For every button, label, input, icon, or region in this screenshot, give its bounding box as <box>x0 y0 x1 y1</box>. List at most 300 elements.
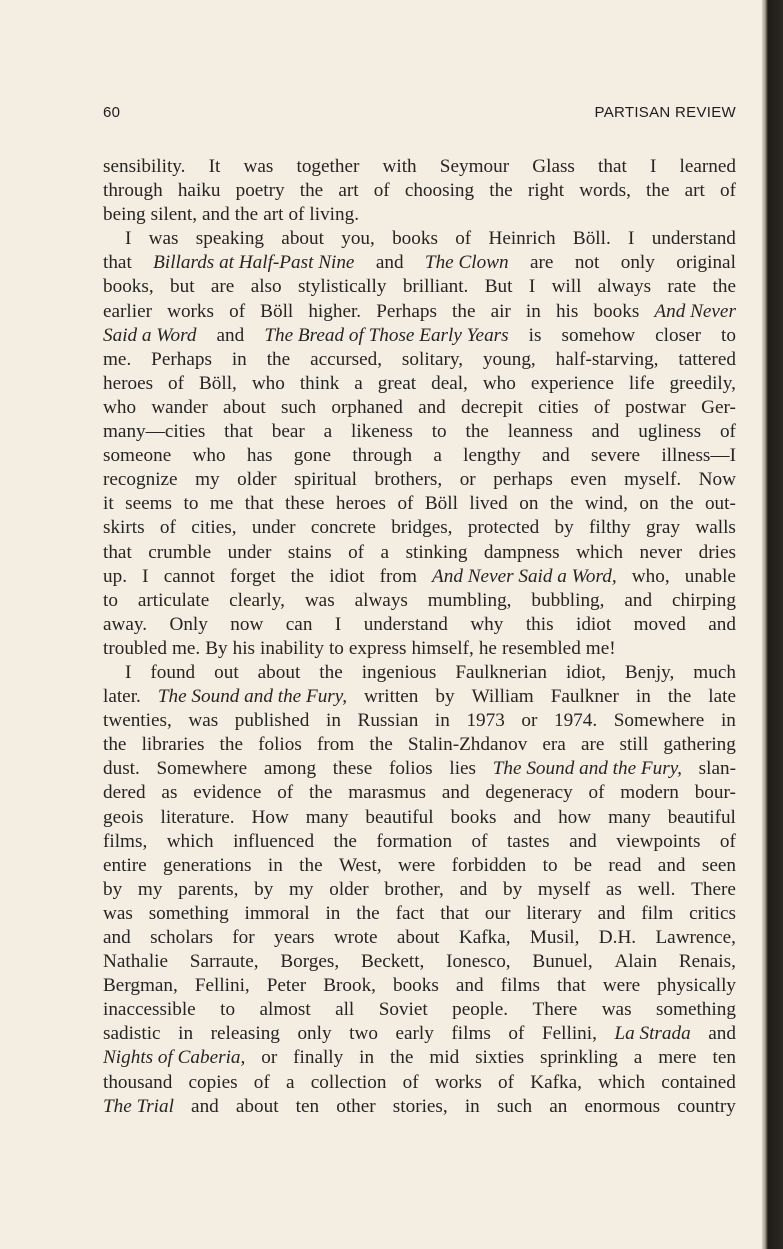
italic-title: And Never Said a Word, <box>432 565 617 587</box>
word: which <box>576 541 624 563</box>
word: and <box>597 902 626 924</box>
word: with <box>382 156 417 177</box>
word: never <box>639 541 683 563</box>
word: clearly, <box>229 589 285 611</box>
text-line <box>103 372 736 396</box>
word: and <box>624 589 653 611</box>
word: How <box>251 806 289 828</box>
word: leanness <box>507 421 573 443</box>
word: were <box>398 854 436 876</box>
word: by <box>435 686 455 708</box>
word: the <box>299 180 324 202</box>
word: Stalin-Zhdanov <box>407 734 528 756</box>
word: country <box>677 1095 736 1117</box>
word: who <box>251 372 285 394</box>
word: filthy <box>589 517 631 539</box>
word: to <box>220 999 236 1021</box>
word: There <box>532 999 578 1021</box>
word: the <box>452 300 476 322</box>
word: Böll. <box>572 228 611 250</box>
word: Alain <box>614 951 658 973</box>
word: formation <box>376 830 453 852</box>
word: someone <box>103 445 172 467</box>
word: unable <box>684 565 736 587</box>
word: a <box>354 372 363 394</box>
word: myself <box>537 878 591 900</box>
word: books <box>392 975 439 997</box>
word: can <box>285 613 313 635</box>
text-line <box>103 661 736 685</box>
word: illness—I <box>661 445 736 467</box>
word: Faulkner <box>550 686 619 708</box>
text-line <box>103 348 736 372</box>
word: such <box>280 396 317 418</box>
word: was <box>304 589 335 611</box>
word: 1974. <box>553 710 598 732</box>
text-line <box>103 275 736 299</box>
word: that <box>440 902 469 924</box>
word: gray <box>645 517 681 539</box>
word: the <box>670 493 694 515</box>
word: something <box>148 902 229 924</box>
word: such <box>496 1095 533 1117</box>
word: stinking <box>405 541 468 563</box>
word: chirping <box>672 589 736 611</box>
word: published <box>234 710 310 732</box>
word: Musil, <box>529 927 580 948</box>
word: as <box>605 878 622 900</box>
word: gathering <box>663 734 736 756</box>
word: years <box>274 927 315 948</box>
word: mumbling, <box>427 589 512 611</box>
word: to <box>103 589 118 611</box>
word: I <box>125 228 132 250</box>
word: of <box>229 300 246 322</box>
word: of <box>508 1023 525 1045</box>
word: the <box>103 734 127 756</box>
word: recognize <box>103 469 178 491</box>
word: stains <box>287 541 332 563</box>
word: lived <box>469 493 508 515</box>
text-line <box>103 1046 736 1070</box>
word: I <box>334 613 342 635</box>
word: somehow <box>561 324 636 346</box>
word: marasmus <box>348 782 427 804</box>
word: read <box>608 854 642 876</box>
word: and <box>191 1095 219 1117</box>
word: a <box>433 445 442 467</box>
word: that <box>224 421 253 443</box>
word: works <box>167 300 214 322</box>
word: or <box>521 710 538 732</box>
word: the <box>549 493 574 515</box>
word: express <box>348 637 407 659</box>
italic-title: The Sound and the Fury, <box>492 758 682 780</box>
word: is <box>528 324 542 346</box>
word: Borges, <box>280 951 340 973</box>
word: by <box>103 878 123 900</box>
text-line <box>103 637 736 661</box>
word: mid <box>429 1047 460 1069</box>
word: but <box>170 276 195 298</box>
word: physically <box>657 975 736 997</box>
word: to <box>542 854 558 876</box>
word: well. <box>637 878 676 900</box>
word: found <box>150 661 196 683</box>
word: Kafka, <box>530 1071 582 1093</box>
word: poetry <box>235 180 285 202</box>
word: dries <box>698 541 736 563</box>
word: that <box>103 252 132 274</box>
text-line <box>103 685 736 709</box>
word: of <box>402 1071 419 1093</box>
text-line <box>103 444 736 468</box>
word: the <box>389 1047 414 1069</box>
word: which <box>166 830 214 852</box>
word: in <box>326 710 341 732</box>
word: bubbling, <box>531 589 605 611</box>
word: in <box>525 300 541 322</box>
word: Peter <box>266 975 307 997</box>
word: about <box>257 661 301 683</box>
word: mere <box>658 1047 697 1069</box>
word: higher. <box>308 300 362 322</box>
word: and <box>202 204 230 226</box>
word: influenced <box>233 830 315 852</box>
word: crumble <box>148 541 212 563</box>
word: the <box>712 276 736 298</box>
word: beautiful <box>667 806 736 828</box>
text-line <box>103 1095 736 1119</box>
word: many—cities <box>103 421 206 443</box>
word: much <box>693 661 736 683</box>
italic-title: The Clown <box>424 252 509 274</box>
text-line <box>103 830 736 854</box>
word: severe <box>591 445 641 467</box>
word: I <box>142 565 149 587</box>
word: Now <box>698 469 736 491</box>
word: and <box>459 878 488 900</box>
word: seems <box>125 493 173 515</box>
word: scholars <box>150 927 213 948</box>
word: Böll <box>260 300 294 322</box>
word: and <box>657 854 686 876</box>
word: deal, <box>431 372 468 394</box>
word: and <box>441 782 470 804</box>
word: films <box>500 975 541 997</box>
word: half-starving, <box>555 348 659 370</box>
word: that <box>598 156 627 177</box>
word: Kafka, <box>458 927 511 948</box>
word: wander <box>151 396 208 418</box>
word: it <box>103 493 114 515</box>
word: wrote <box>333 927 378 948</box>
word: concrete <box>310 517 376 539</box>
text-line <box>103 806 736 830</box>
word: art <box>338 180 359 202</box>
word: folios <box>258 734 302 756</box>
text-line <box>103 565 736 589</box>
word: greedily, <box>669 372 736 394</box>
word: Perhaps <box>376 300 437 322</box>
word: protected <box>467 517 540 539</box>
word: older <box>237 469 277 491</box>
italic-title: The Sound and the Fury, <box>157 686 348 708</box>
word: through <box>103 180 163 202</box>
text-line <box>103 251 736 275</box>
word: lengthy <box>463 445 521 467</box>
word: almost <box>259 999 311 1021</box>
word: of <box>348 541 365 563</box>
word: of <box>593 396 610 418</box>
text-line <box>103 709 736 733</box>
word: idiot <box>329 565 365 587</box>
word: always <box>354 589 408 611</box>
word: air <box>490 300 511 322</box>
word: the <box>369 734 393 756</box>
text-line <box>103 733 736 757</box>
word: dampness <box>483 541 560 563</box>
word: this <box>525 613 554 635</box>
word: and <box>513 806 542 828</box>
word: tattered <box>678 348 736 370</box>
word: are <box>530 252 554 274</box>
word: brother, <box>384 878 444 900</box>
word: why <box>470 613 504 635</box>
word: and <box>418 396 446 418</box>
word: ten <box>295 1095 320 1117</box>
word: himself, <box>411 637 474 659</box>
word: of <box>373 180 390 202</box>
text-line <box>103 589 736 613</box>
word: now <box>230 613 264 635</box>
word: and <box>708 613 736 635</box>
word: ten <box>712 1047 736 1069</box>
word: something <box>655 999 736 1021</box>
word: immoral <box>244 902 310 924</box>
word: Böll, <box>199 372 237 394</box>
word: ugliness <box>638 421 702 443</box>
word: generations <box>163 854 252 876</box>
word: Brook, <box>323 975 376 997</box>
word: and <box>103 927 131 948</box>
word: a <box>323 421 333 443</box>
word: for <box>232 927 255 948</box>
text-line <box>103 974 736 998</box>
word: sensibility. <box>103 156 186 177</box>
word: art <box>263 204 284 226</box>
word: articulate <box>137 589 210 611</box>
word: the <box>299 854 323 876</box>
word: decrepit <box>461 396 523 418</box>
word: are <box>580 734 605 756</box>
word: resembled <box>501 637 581 659</box>
word: older <box>329 878 369 900</box>
word: It <box>208 156 221 177</box>
word: me. <box>171 637 201 659</box>
word: always <box>597 276 652 298</box>
word: of <box>719 830 736 852</box>
word: being <box>103 204 146 226</box>
word: inaccessible <box>103 999 196 1021</box>
word: literature. <box>160 806 235 828</box>
word: are <box>210 276 235 298</box>
word: Perhaps <box>151 348 212 370</box>
word: the <box>319 661 343 683</box>
word: I <box>125 661 132 683</box>
word: Russian <box>357 710 419 732</box>
word: in <box>267 854 283 876</box>
word: postwar <box>625 396 686 418</box>
word: you, <box>341 228 375 250</box>
word: of <box>719 180 736 202</box>
word: Fellini, <box>541 1023 597 1045</box>
word: collection <box>310 1071 387 1093</box>
word: bridges, <box>391 517 453 539</box>
word: an <box>549 1095 568 1117</box>
word: slan- <box>698 758 736 780</box>
word: of <box>588 782 605 804</box>
word: of <box>277 782 294 804</box>
word: his <box>555 300 579 322</box>
italic-title: Nights of Caberia, <box>103 1047 246 1069</box>
word: late <box>708 686 736 708</box>
word: wind, <box>584 493 628 515</box>
word: on <box>639 493 659 515</box>
word: era <box>542 734 566 756</box>
word: There <box>691 878 736 900</box>
word: all <box>335 999 355 1021</box>
word: to <box>431 421 447 443</box>
text-line <box>103 757 736 781</box>
word: of <box>253 1071 270 1093</box>
word: how <box>558 806 592 828</box>
word: the <box>489 180 513 202</box>
word: Sarraute, <box>189 951 259 973</box>
word: these <box>332 758 373 780</box>
word: cannot <box>163 565 215 587</box>
word: bear <box>271 421 305 443</box>
word: But <box>484 276 513 298</box>
word: the <box>667 686 692 708</box>
word: myself. <box>624 469 682 491</box>
text-line <box>103 155 736 179</box>
word: of <box>288 204 305 226</box>
word: geois <box>103 806 144 828</box>
word: was <box>243 156 274 177</box>
word: and <box>542 445 570 467</box>
text-line <box>103 492 736 516</box>
word: fact <box>395 902 425 924</box>
word: dust. <box>103 758 140 780</box>
word: evidence <box>193 782 262 804</box>
word: about <box>396 927 440 948</box>
word: earlier <box>103 300 152 322</box>
word: tastes <box>506 830 550 852</box>
word: only <box>620 252 655 274</box>
word: under <box>227 541 272 563</box>
word: by <box>503 878 523 900</box>
word: dered <box>103 782 146 804</box>
word: to <box>183 493 199 515</box>
word: likeness <box>351 421 413 443</box>
word: out- <box>704 493 736 515</box>
word: to <box>721 324 736 346</box>
word: Nathalie <box>103 951 168 973</box>
word: in <box>720 710 736 732</box>
word: also <box>250 276 282 298</box>
word: literary <box>526 902 582 924</box>
word: ingenious <box>361 661 437 683</box>
word: By <box>205 637 228 659</box>
word: that <box>557 975 586 997</box>
text-line <box>103 541 736 565</box>
word: in <box>178 1023 194 1045</box>
word: copies <box>188 1071 238 1093</box>
word: not <box>574 252 600 274</box>
word: Bunuel, <box>532 951 593 973</box>
text-line <box>103 1022 736 1046</box>
word: troubled <box>103 637 167 659</box>
word: Somewhere <box>613 710 705 732</box>
word: right <box>527 180 565 202</box>
word: who, <box>631 565 670 587</box>
text-line <box>103 998 736 1022</box>
word: he <box>478 637 497 659</box>
word: think <box>299 372 340 394</box>
word: viewpoints <box>616 830 701 852</box>
word: the <box>333 830 357 852</box>
word: sixties <box>475 1047 525 1069</box>
text-line <box>103 468 736 492</box>
word: idiot <box>575 613 612 635</box>
text-line <box>103 950 736 974</box>
text-line <box>103 300 736 324</box>
word: about <box>281 228 324 250</box>
word: modern <box>620 782 679 804</box>
word: releasing <box>210 1023 280 1045</box>
word: William <box>471 686 534 708</box>
text-line <box>103 613 736 637</box>
word: Soviet <box>378 999 428 1021</box>
word: folios <box>388 758 433 780</box>
word: our <box>484 902 511 924</box>
word: through <box>352 445 413 467</box>
word: many <box>608 806 651 828</box>
text-line <box>103 878 736 902</box>
word: D.H. <box>598 927 637 948</box>
word: Ger- <box>701 396 736 418</box>
word: of <box>168 372 185 394</box>
word: brilliant. <box>402 276 469 298</box>
word: many <box>305 806 349 828</box>
word: Böll <box>424 493 458 515</box>
word: from <box>379 565 417 587</box>
word: books <box>450 806 497 828</box>
italic-title: La Strada <box>614 1023 691 1045</box>
word: degeneracy <box>485 782 573 804</box>
word: will <box>551 276 582 298</box>
italic-title: The Bread of Those Early Years <box>264 324 509 346</box>
word: Faulknerian <box>455 661 547 683</box>
word: forbidden <box>451 854 527 876</box>
italic-title: And Never <box>654 300 736 322</box>
word: enormous <box>584 1095 661 1117</box>
word: me. <box>103 348 132 370</box>
word: great <box>377 372 417 394</box>
word: Beckett, <box>360 951 425 973</box>
word: out <box>214 661 239 683</box>
